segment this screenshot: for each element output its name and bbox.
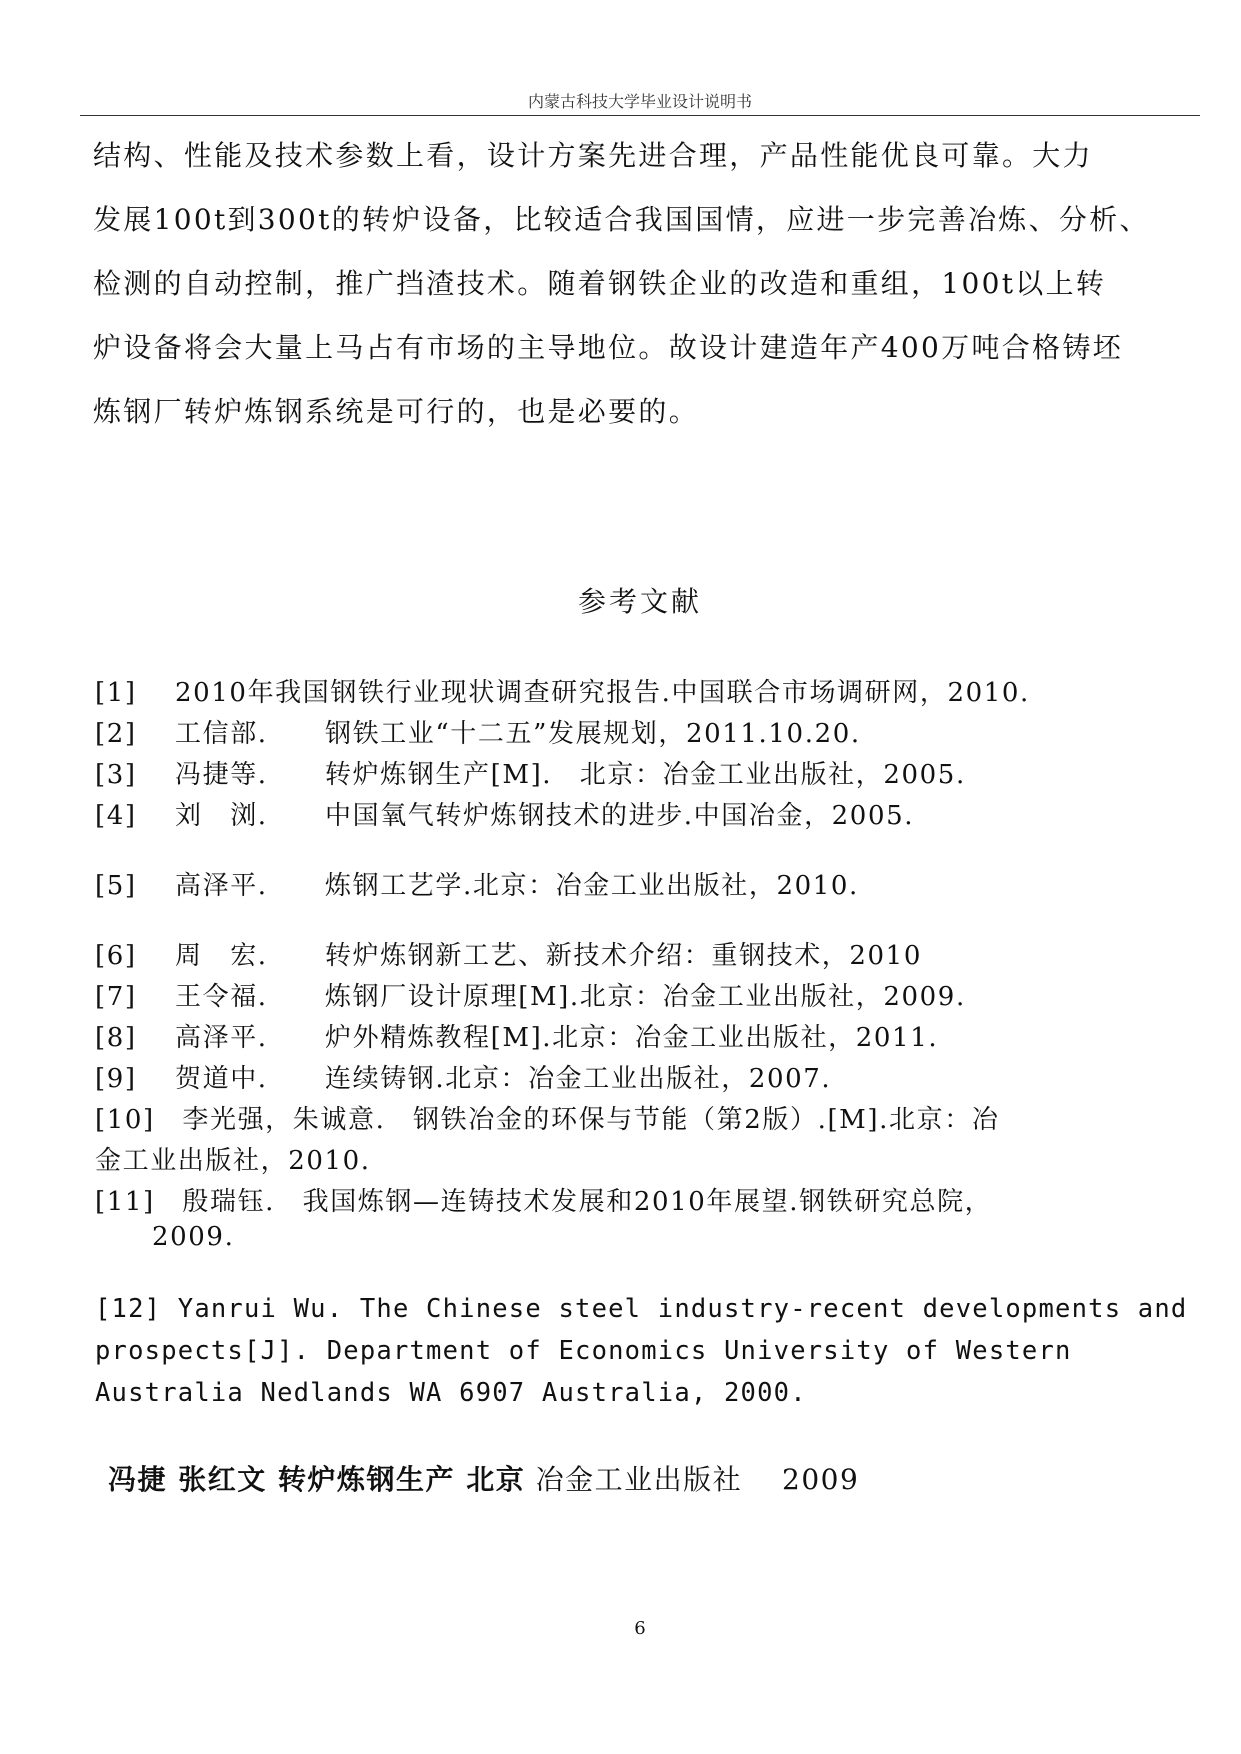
- reference-item: [95, 754, 966, 791]
- reference-text: 转炉炼钢生产[M]. 北京：冶金工业出版社，2005.: [325, 760, 966, 790]
- reference-author: 王令福.: [175, 982, 268, 1012]
- reference-author: 高泽平.: [175, 871, 268, 901]
- reference-item: [95, 976, 966, 1013]
- reference-item: [95, 713, 861, 750]
- extra-note-normal: 冶金工业出版社 2009: [525, 1463, 860, 1496]
- reference-author: 工信部.: [175, 719, 268, 749]
- reference-number: [7]: [95, 982, 137, 1012]
- reference-item: [95, 672, 1030, 709]
- reference-text: 中国氧气转炉炼钢技术的进步.中国冶金，2005.: [325, 801, 915, 831]
- reference-number: [8]: [95, 1023, 137, 1053]
- extra-reference-note: [108, 1458, 859, 1498]
- page-header-title: 内蒙古科技大学毕业设计说明书: [527, 92, 752, 111]
- body-line: 炼钢厂转炉炼钢系统是可行的，也是必要的。: [93, 395, 700, 428]
- reference-text: 炉外精炼教程[M].北京：冶金工业出版社，2011.: [325, 1023, 939, 1053]
- reference-author: 冯捷等.: [175, 760, 268, 790]
- reference-item-10-line-1: [10] 李光强，朱诚意. 钢铁冶金的环保与节能（第2版）.[M].北京：冶: [95, 1105, 1000, 1135]
- reference-item-12-line-1: [12] Yanrui Wu. The Chinese steel industry-recent developments and: [95, 1294, 1188, 1324]
- reference-item-10-line-2: 金工业出版社，2010.: [95, 1146, 371, 1176]
- reference-text: 转炉炼钢新工艺、新技术介绍：重钢技术，2010: [325, 941, 922, 971]
- extra-note-bold: 冯捷 张红文 转炉炼钢生产 北京: [108, 1463, 526, 1496]
- reference-number: [2]: [95, 719, 137, 749]
- body-line: 结构、性能及技术参数上看，设计方案先进合理，产品性能优良可靠。大力: [93, 139, 1093, 172]
- reference-item: [95, 1058, 831, 1095]
- reference-text: 炼钢工艺学.北京：冶金工业出版社，2010.: [325, 871, 859, 901]
- reference-item-11-line-1: [11] 殷瑞钰. 我国炼钢—连铸技术发展和2010年展望.钢铁研究总院，: [95, 1187, 993, 1217]
- reference-text: 连续铸钢.北京：冶金工业出版社，2007.: [325, 1064, 832, 1094]
- reference-item: [95, 795, 914, 832]
- reference-number: [9]: [95, 1064, 137, 1094]
- reference-author: 贺道中.: [175, 1064, 268, 1094]
- reference-number: [6]: [95, 941, 137, 971]
- reference-item-12-line-3: Australia Nedlands WA 6907 Australia, 2000.: [95, 1378, 807, 1408]
- reference-text: 年我国钢铁行业现状调查研究报告.中国联合市场调研网，2010.: [247, 678, 1030, 708]
- reference-item: [95, 935, 922, 972]
- reference-number: [4]: [95, 801, 137, 831]
- reference-item-11-line-2: 2009.: [152, 1222, 235, 1252]
- reference-number: [5]: [95, 871, 137, 901]
- body-line: 发展100t到300t的转炉设备，比较适合我国国情，应进一步完善冶炼、分析、: [93, 203, 1150, 236]
- header-rule: [80, 115, 1200, 116]
- reference-item: [95, 865, 859, 902]
- reference-author: 周 宏.: [175, 941, 268, 971]
- reference-text: 炼钢厂设计原理[M].北京：冶金工业出版社，2009.: [325, 982, 966, 1012]
- reference-author: 刘 浏.: [175, 801, 268, 831]
- references-title: 参考文献: [577, 585, 702, 618]
- reference-author: 高泽平.: [175, 1023, 268, 1053]
- body-line: 检测的自动控制，推广挡渣技术。随着钢铁企业的改造和重组，100t以上转: [93, 267, 1107, 300]
- reference-number: [1]: [95, 678, 137, 708]
- reference-item: [95, 1017, 938, 1054]
- reference-item-12-line-2: prospects[J]. Department of Economics University of Western: [95, 1336, 1072, 1366]
- reference-number: [3]: [95, 760, 137, 790]
- page-number: 6: [634, 1618, 646, 1639]
- reference-text: 钢铁工业“十二五”发展规划，2011.10.20.: [325, 719, 861, 749]
- body-line: 炉设备将会大量上马占有市场的主导地位。故设计建造年产400万吨合格铸坯: [93, 331, 1123, 364]
- reference-author: 2010: [175, 678, 248, 708]
